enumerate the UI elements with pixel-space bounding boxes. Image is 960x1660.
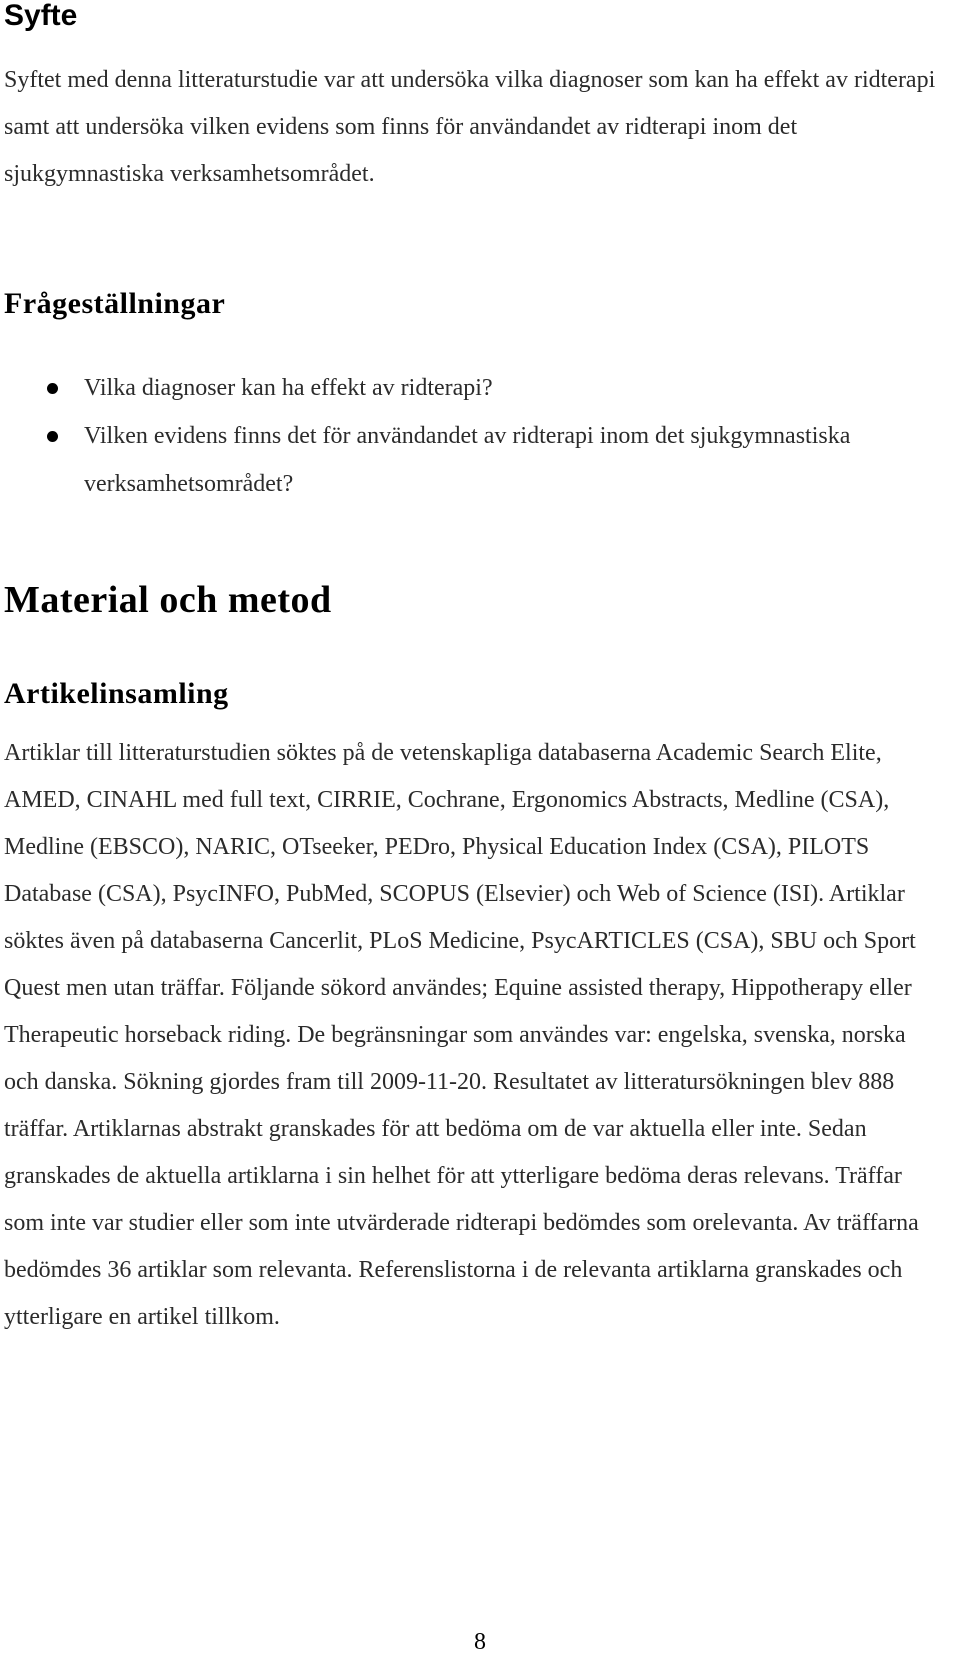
- list-item-text: Vilken evidens finns det för användandet av ridterapi inom det sjukgymnastiska verksamhetsområdet?: [84, 423, 851, 497]
- syfte-paragraph: Syftet med denna litteraturstudie var att undersöka vilka diagnoser som kan ha effekt av ridterapi samt att undersöka vilken evidens som finns för användandet av ridterapi inom det sjukgymnastiska verksamhetsområdet.: [4, 67, 936, 187]
- bullet-icon: [47, 431, 58, 442]
- section-heading-syfte: Syfte: [4, 0, 78, 32]
- artikelinsamling-paragraph: Artiklar till litteraturstudien söktes på de vetenskapliga databaserna Academic Search Elite, AMED, CINAHL med full text, CIRRIE, Cochrane, Ergonomics Abstracts, Medline (CSA), Medline (EBSCO), NARIC, OTseeker, PEDro, Physical Education Index (CSA), PILOTS Database (CSA), PsycINFO, PubMed, SCOPUS (Elsevier) och Web of Science (ISI). Artiklar söktes även på databaserna Cancerlit, PLoS Medicine, PsycARTICLES (CSA), SBU och Sport Quest men utan träffar. Följande sökord användes; Equine assisted therapy, Hippotherapy eller Therapeutic horseback riding. De begränsningar som användes var: engelska, svenska, norska och danska. Sökning gjordes fram till 2009-11-20. Resultatet av litteratursökningen blev 888 träffar. Artiklarnas abstrakt granskades för att bedöma om de var aktuella eller inte. Sedan granskades de aktuella artiklarna i sin helhet för att ytterligare bedöma deras relevans. Träffar som inte var studier eller som inte utvärderade ridterapi bedömdes som orelevanta. Av träffarna bedömdes 36 artiklar som relevanta. Referenslistorna i de relevanta artiklarna granskades och ytterligare en artikel tillkom.: [4, 740, 919, 1330]
- bullet-icon: [47, 383, 58, 394]
- subheading-artikelinsamling: Artikelinsamling: [4, 677, 229, 710]
- page-number: 8: [474, 1629, 486, 1655]
- list-item: [0, 412, 930, 508]
- section-heading-material: Material och metod: [4, 579, 332, 621]
- list-item: [0, 364, 930, 412]
- list-item-text: Vilka diagnoser kan ha effekt av ridterapi?: [84, 375, 493, 401]
- research-questions-list: [0, 364, 930, 508]
- section-heading-fragestallningar: Frågeställningar: [4, 287, 226, 320]
